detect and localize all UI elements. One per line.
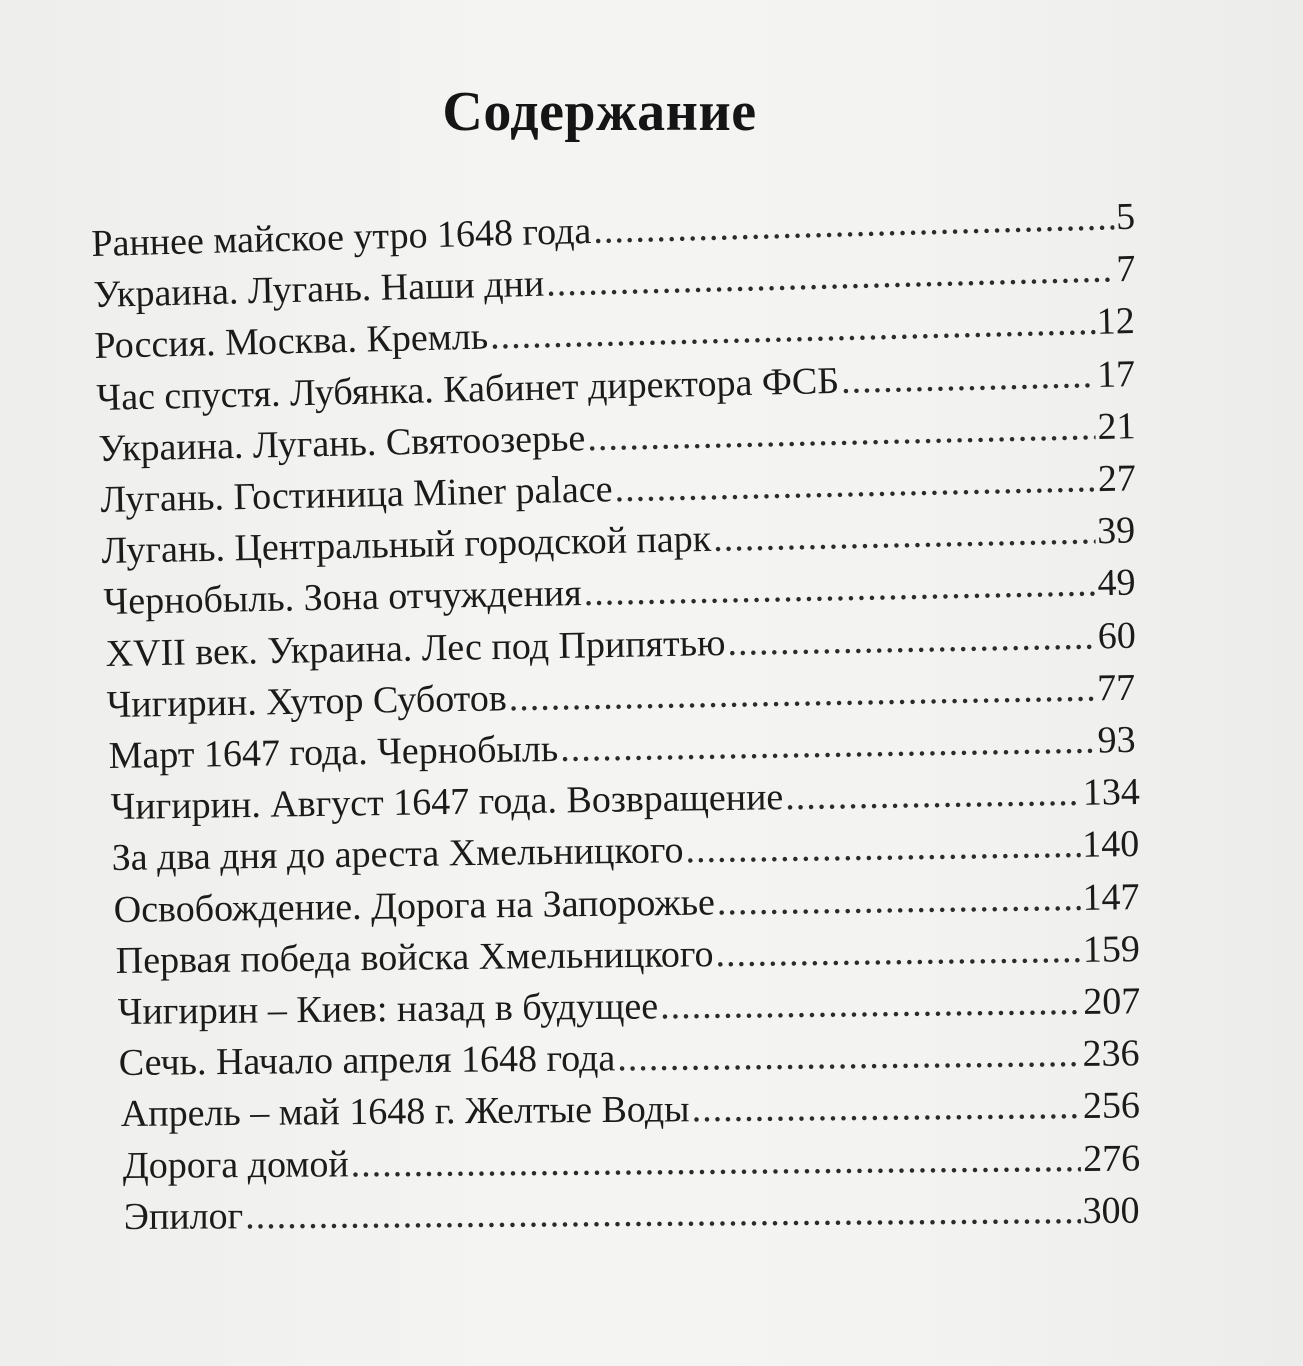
toc-dot-leader <box>691 1084 1081 1131</box>
toc-entry <box>103 561 1136 624</box>
toc-entry-page: 12 <box>1096 300 1136 344</box>
toc-entry-page: 236 <box>1082 1032 1140 1076</box>
toc-entry-page: 49 <box>1096 561 1136 605</box>
toc-dot-leader <box>841 353 1096 403</box>
toc-entry-title: Чигирин. Хутор Суботов <box>106 677 508 726</box>
toc-entry-title: Лугань. Гостиница Miner palace <box>99 468 613 522</box>
toc-dot-leader <box>617 1032 1081 1080</box>
toc-entry-title: Март 1647 года. Чернобыль <box>108 727 559 778</box>
toc-dot-leader <box>717 875 1081 924</box>
toc-entry-title: Чигирин – Киев: назад в будущее <box>117 985 658 1033</box>
toc-entry-title: Украина. Лугань. Наши дни <box>92 262 545 317</box>
toc-dot-leader <box>490 300 1096 359</box>
toc-dot-leader <box>659 980 1081 1028</box>
toc-dot-leader <box>560 719 1096 771</box>
toc-entry-page: 159 <box>1082 928 1140 971</box>
toc-entry <box>107 666 1136 727</box>
toc-entry-page: 27 <box>1096 457 1136 501</box>
toc-entry-title: Эпилог <box>124 1195 244 1238</box>
toc-entry-title: Час спустя. Лубянка. Кабинет директора ФСБ <box>96 359 840 419</box>
toc-entry-title: Апрель – май 1648 г. Желтые Воды <box>120 1088 690 1136</box>
toc-entry <box>108 718 1136 778</box>
toc-entry-title: Освобождение. Дорога на Запорожье <box>113 881 716 931</box>
toc-entry-page: 21 <box>1096 405 1136 448</box>
toc-entry-page: 300 <box>1082 1189 1140 1232</box>
toc-dot-leader <box>686 823 1081 872</box>
toc-entry-title: Первая победа войска Хмельницкого <box>115 932 714 982</box>
toc-entry-page: 39 <box>1096 509 1136 553</box>
toc-dot-leader <box>350 1137 1081 1186</box>
toc-dot-leader <box>785 771 1081 819</box>
toc-entry <box>112 822 1140 880</box>
toc-dot-leader <box>545 248 1114 306</box>
toc-entry-title: Дорога домой <box>122 1142 349 1187</box>
toc-entry-page: 140 <box>1082 823 1140 867</box>
toc-entry <box>122 1136 1140 1187</box>
toc-entry-page: 17 <box>1096 352 1136 396</box>
toc-entry-page: 276 <box>1082 1137 1140 1180</box>
toc-dot-leader <box>587 405 1096 460</box>
toc-entry-title: Украина. Лугань. Святоозерье <box>97 417 586 470</box>
toc-entry-page: 7 <box>1115 248 1136 291</box>
toc-dot-leader <box>509 666 1096 720</box>
toc-entry <box>105 613 1136 675</box>
toc-entry <box>124 1188 1140 1238</box>
toc-entry-page: 147 <box>1082 875 1140 919</box>
toc-entry-page: 60 <box>1097 614 1136 657</box>
page-title: Содержание <box>442 81 757 143</box>
toc-entry-title: Чернобыль. Зона отчуждения <box>103 572 582 624</box>
toc-entry-title: Россия. Москва. Кремль <box>94 315 489 368</box>
toc-entry <box>110 770 1140 829</box>
toc-dot-leader <box>245 1189 1081 1238</box>
toc-entry <box>121 1084 1140 1137</box>
toc-entry-title: Лугань. Центральный городской парк <box>101 518 712 573</box>
toc-entry-page: 134 <box>1082 771 1140 814</box>
toc-dot-leader <box>715 928 1081 976</box>
toc-entry-page: 5 <box>1115 195 1136 239</box>
toc-entry-title: Раннее майское утро 1648 года <box>90 209 592 266</box>
toc-dot-leader <box>614 457 1096 511</box>
toc-entry <box>115 927 1140 983</box>
toc-dot-leader <box>727 614 1096 665</box>
toc-entry-page: 77 <box>1097 666 1136 710</box>
toc-entry-title: Сечь. Начало апреля 1648 года <box>118 1037 616 1085</box>
toc-entry-page: 207 <box>1082 980 1140 1023</box>
toc-entry <box>117 979 1140 1034</box>
toc-entry <box>119 1032 1140 1086</box>
toc-entry-title: XVII век. Украина. Лес под Припятью <box>104 621 726 675</box>
toc-dot-leader <box>583 562 1096 616</box>
toc-dot-leader <box>713 509 1096 561</box>
toc-entry-page: 93 <box>1097 718 1136 762</box>
toc-entry-title: За два дня до ареста Хмельницкого <box>111 829 685 880</box>
toc-entry-page: 256 <box>1082 1084 1140 1128</box>
toc-entry-title: Чигирин. Август 1647 года. Возвращение <box>110 776 784 829</box>
toc-dot-leader <box>593 195 1115 253</box>
toc-entry <box>114 875 1140 932</box>
